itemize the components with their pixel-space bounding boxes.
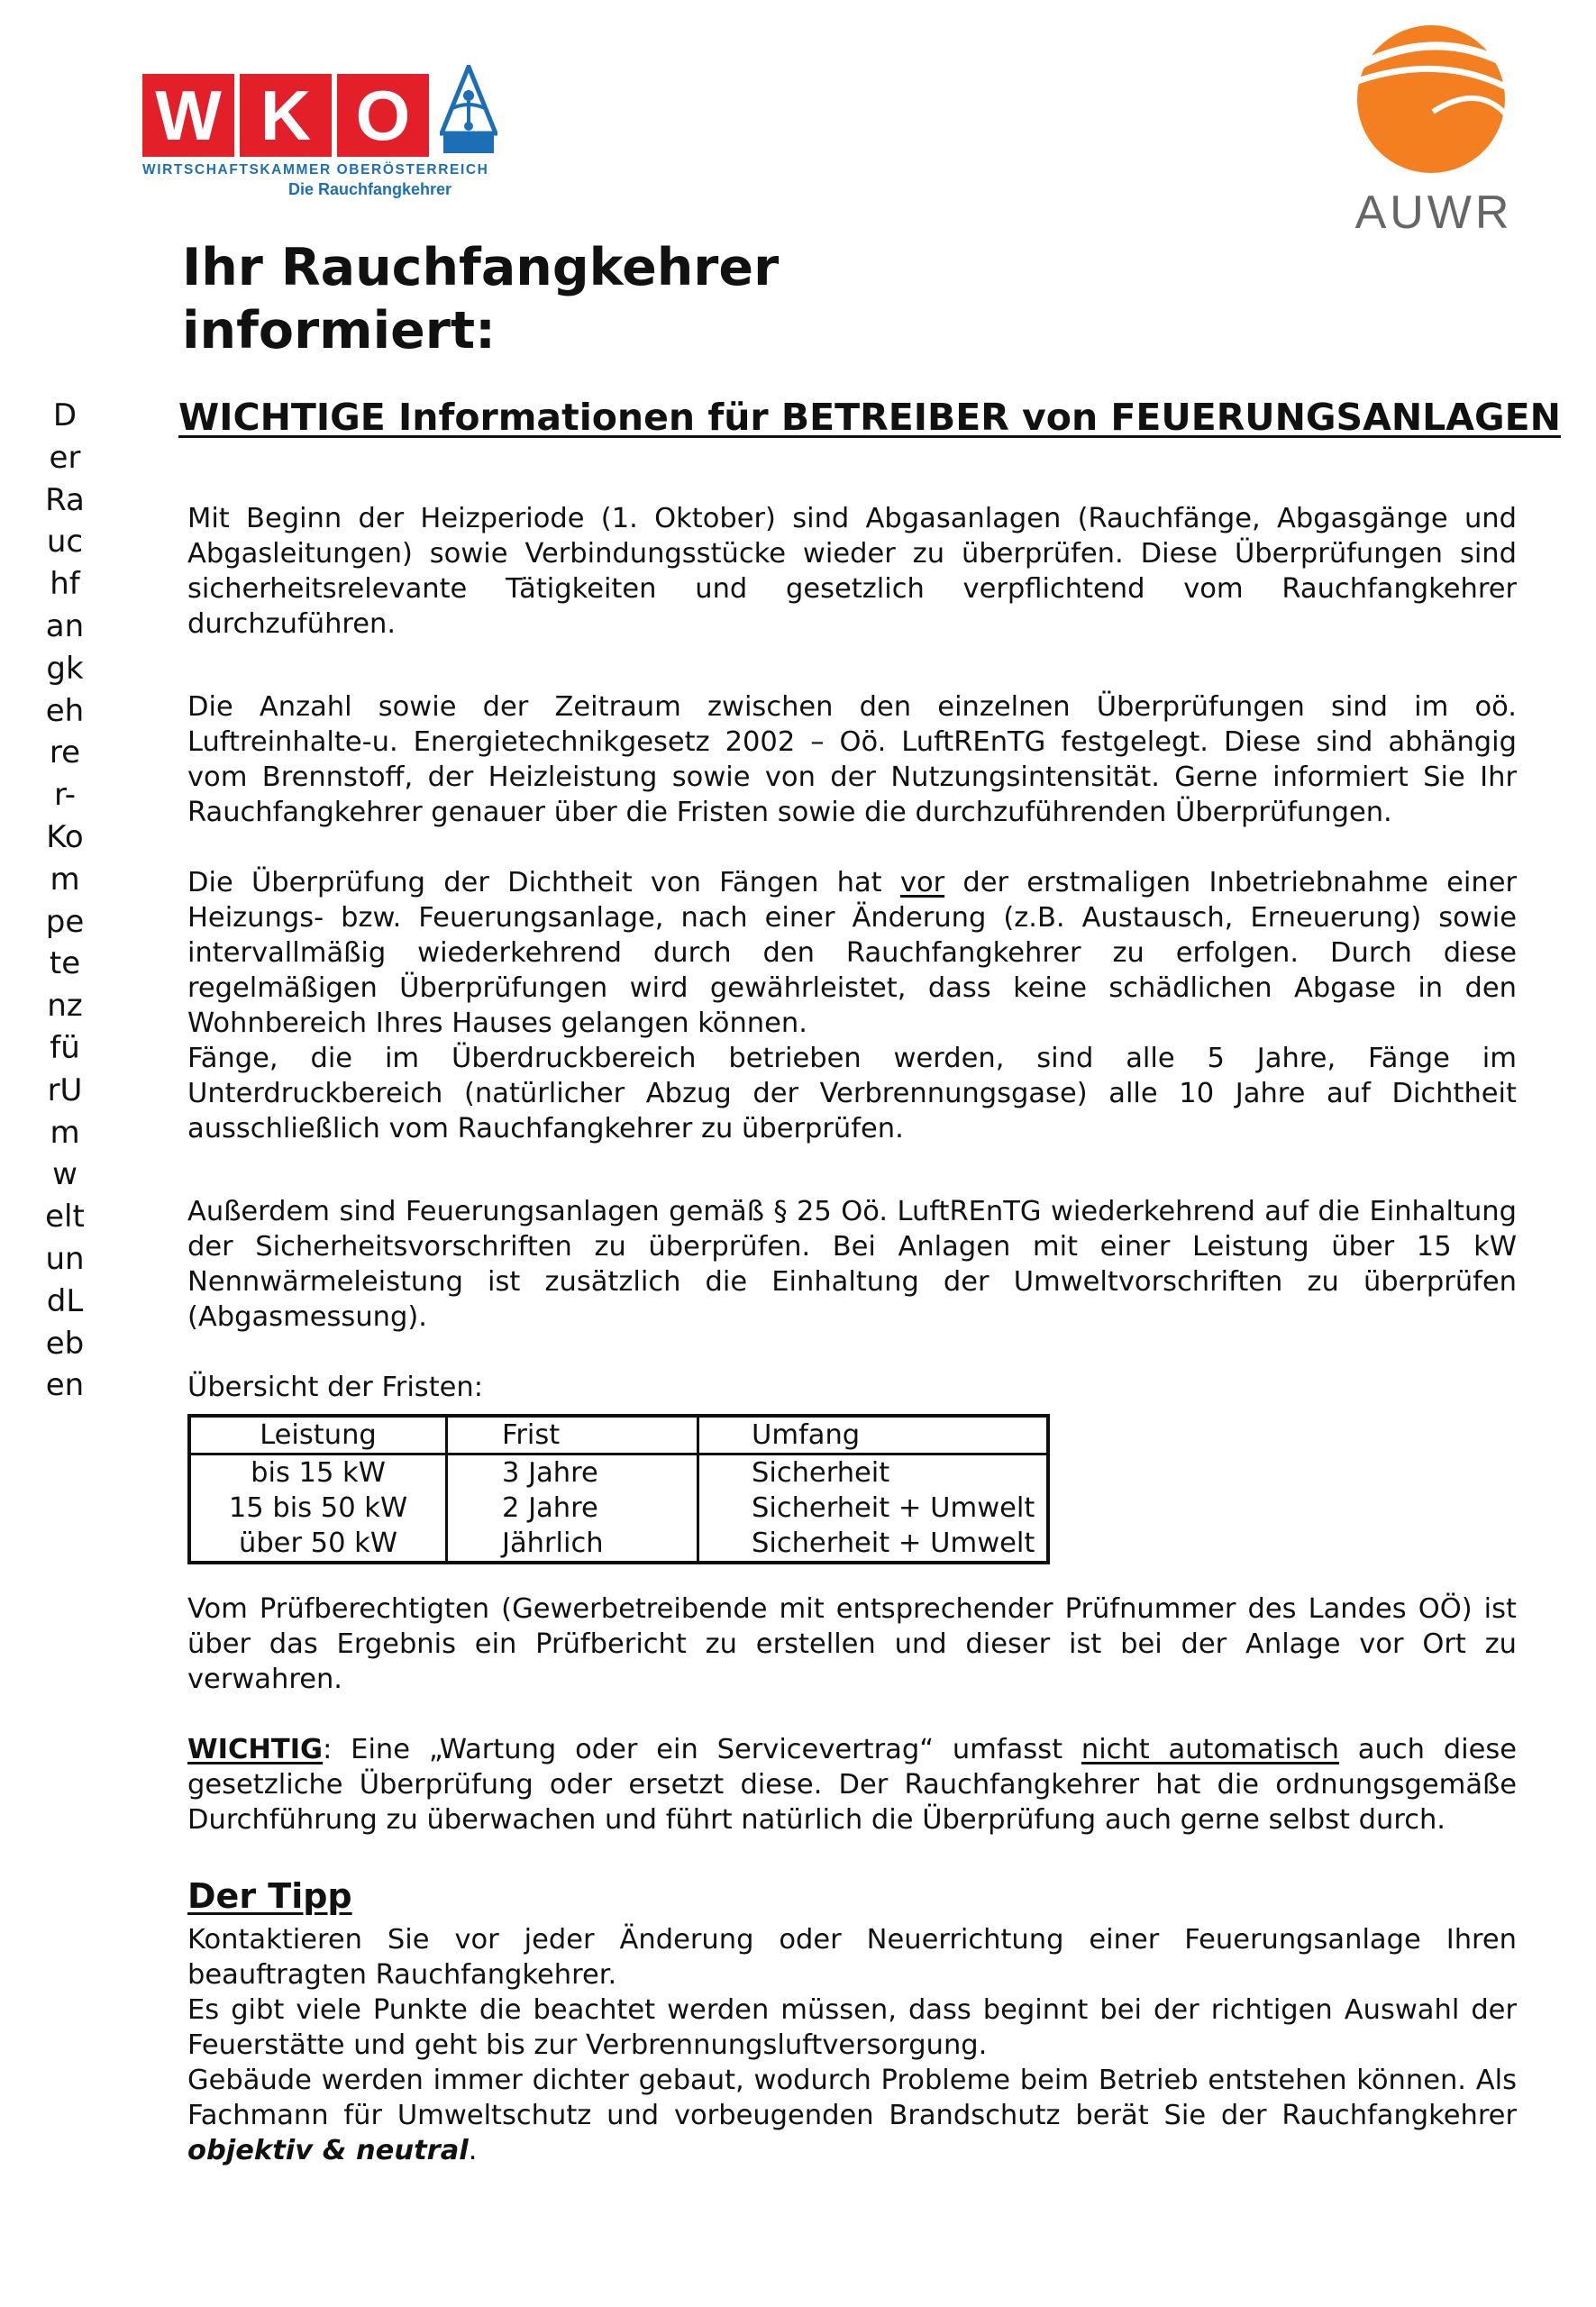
table-header-frist: Frist	[447, 1416, 698, 1454]
table-cell: Sicherheit	[698, 1454, 1049, 1491]
paragraph-tipp-punkte: Es gibt viele Punkte die beachtet werden müssen, dass beginnt bei der richtigen Auswahl der Feuerstätte und geht bis zur Verbrennungsluftversorgung.	[187, 1994, 1517, 2061]
wichtig-text-2: auch diese gesetzliche Überprüfung oder ersetzt diese. Der Rauchfangkehrer hat die ordnungsgemäße Durchführung zu überwachen und führt natürlich die Überprüfung auch gerne selbst durch.	[187, 1734, 1517, 1836]
tipp-emphasis: objektiv & neutral	[187, 2135, 469, 2166]
table-cell: 3 Jahre	[447, 1454, 698, 1491]
paragraph-heizperiode: Mit Beginn der Heizperiode (1. Oktober) sind Abgasanlagen (Rauchfänge, Abgasgänge und Abgasleitungen) sowie Verbindungsstücke wieder zu überprüfen. Diese Überprüfungen sind sicherheitsrelevante Tätigkeiten und gesetzlich verpflichtend vom Rauchfangkehrer durchzuführen.	[187, 503, 1517, 640]
wko-letter-k: K	[240, 74, 332, 157]
paragraph-pruefbericht: Vom Prüfberechtigten (Gewerbetreibende mit entsprechender Prüfnummer des Landes OÖ) ist über das Ergebnis ein Prüfbericht zu erstellen und dieser ist bei der Anlage vor Ort zu verwahren.	[187, 1593, 1517, 1695]
table-header-row	[189, 1416, 1048, 1454]
tipp-heading: Der Tipp	[187, 1876, 352, 1916]
table-header-umfang: Umfang	[698, 1416, 1049, 1454]
paragraph-gesetz: Die Anzahl sowie der Zeitraum zwischen den einzelnen Überprüfungen sind im oö. Luftreinhalte-u. Energietechnikgesetz 2002 – Oö. LuftREnTG festgelegt. Diese sind abhängig vom Brennstoff, der Heizleistung sowie von der Nutzungsintensität. Gerne informiert Sie Ihr Rauchfangkehrer genauer über die Fristen sowie die durchzuführenden Überprüfungen.	[187, 691, 1517, 828]
tipp-gebaeude-text: Gebäude werden immer dichter gebaut, wodurch Probleme beim Betrieb entstehen können. Als Fachmann für Umweltschutz und vorbeugenden Brandschutz berät Sie der Rauchfangkehrer	[187, 2065, 1517, 2131]
table-row	[189, 1454, 1048, 1491]
paragraph-faenge: Fänge, die im Überdruckbereich betrieben werden, sind alle 5 Jahre, Fänge im Unterdruckbereich (natürlicher Abzug der Verbrennungsgase) alle 10 Jahre auf Dichtheit ausschließlich vom Rauchfangkehrer zu überprüfen.	[187, 1043, 1517, 1144]
auwr-logo	[1325, 11, 1532, 239]
auwr-ball-icon	[1325, 11, 1532, 182]
table-header-leistung: Leistung	[189, 1416, 447, 1454]
table-row	[189, 1526, 1048, 1563]
chimney-sweep-emblem-icon	[440, 65, 497, 155]
table-cell: Jährlich	[447, 1526, 698, 1563]
paragraph-tipp-kontakt: Kontaktieren Sie vor jeder Änderung oder Neuerrichtung einer Feuerungsanlage Ihren beauftragten Rauchfangkehrer.	[187, 1924, 1517, 1991]
dichtheit-text-before: Die Überprüfung der Dichtheit von Fängen hat	[187, 867, 900, 898]
table-row	[189, 1491, 1048, 1526]
side-slogan: DerRauchfangkehrer-KompetenzfürUmweltundLeben	[45, 397, 85, 1404]
table-cell: 15 bis 50 kW	[189, 1491, 447, 1526]
wko-department: Die Rauchfangkehrer	[288, 180, 452, 198]
main-content	[187, 501, 1517, 2168]
dichtheit-underlined: vor	[899, 867, 945, 898]
wko-letter-boxes	[142, 74, 434, 157]
wko-letter-w: W	[142, 74, 234, 157]
fristen-table	[187, 1414, 1050, 1564]
paragraph-dichtheit	[187, 865, 1517, 1041]
paragraph-feuerungsanlagen: Außerdem sind Feuerungsanlagen gemäß § 25 Oö. LuftREnTG wiederkehrend auf die Einhaltung der Sicherheitsvorschriften zu überprüfen. Bei Anlagen mit einer Leistung über 15 kW Nennwärmeleistung ist zusätzlich die Einhaltung der Umweltvorschriften zu überprüfen (Abgasmessung).	[187, 1196, 1517, 1333]
page-title	[182, 236, 993, 362]
tipp-end: .	[468, 2135, 478, 2166]
wko-subtitle: WIRTSCHAFTSKAMMER OBERÖSTERREICH	[142, 162, 489, 178]
auwr-wordmark: AUWR	[1354, 187, 1513, 239]
table-cell: bis 15 kW	[189, 1454, 447, 1491]
title-line-2: informiert:	[182, 301, 496, 360]
wko-letter-o: O	[337, 74, 429, 157]
headline: WICHTIGE Informationen für BETREIBER von FEUERUNGSANLAGEN	[178, 396, 1561, 439]
paragraph-wichtig	[187, 1732, 1517, 1837]
table-cell: 2 Jahre	[447, 1491, 698, 1526]
table-caption: Übersicht der Fristen:	[187, 1372, 484, 1403]
wichtig-underlined: nicht automatisch	[1081, 1734, 1339, 1765]
table-cell: Sicherheit + Umwelt	[698, 1491, 1049, 1526]
dichtheit-text-after: der erstmaligen Inbetriebnahme einer Heizungs- bzw. Feuerungsanlage, nach einer Änderung (z.B. Austausch, Erneuerung) sowie intervallmäßig wiederkehrend durch den Rauchfangkehrer zu erfolgen. Durch diese regelmäßigen Überprüfungen wird gewährleistet, dass keine schädlichen Abgase in den Wohnbereich Ihres Hauses gelangen können.	[187, 867, 1517, 1039]
table-cell: über 50 kW	[189, 1526, 447, 1563]
paragraph-tipp-gebaeude	[187, 2063, 1517, 2168]
title-line-1: Ihr Rauchfangkehrer	[182, 238, 780, 297]
wichtig-label: WICHTIG	[187, 1734, 324, 1765]
wichtig-text-1: : Eine „Wartung oder ein Servicevertrag“ umfasst	[323, 1734, 1081, 1765]
wko-logo	[142, 65, 494, 209]
table-cell: Sicherheit + Umwelt	[698, 1526, 1049, 1563]
